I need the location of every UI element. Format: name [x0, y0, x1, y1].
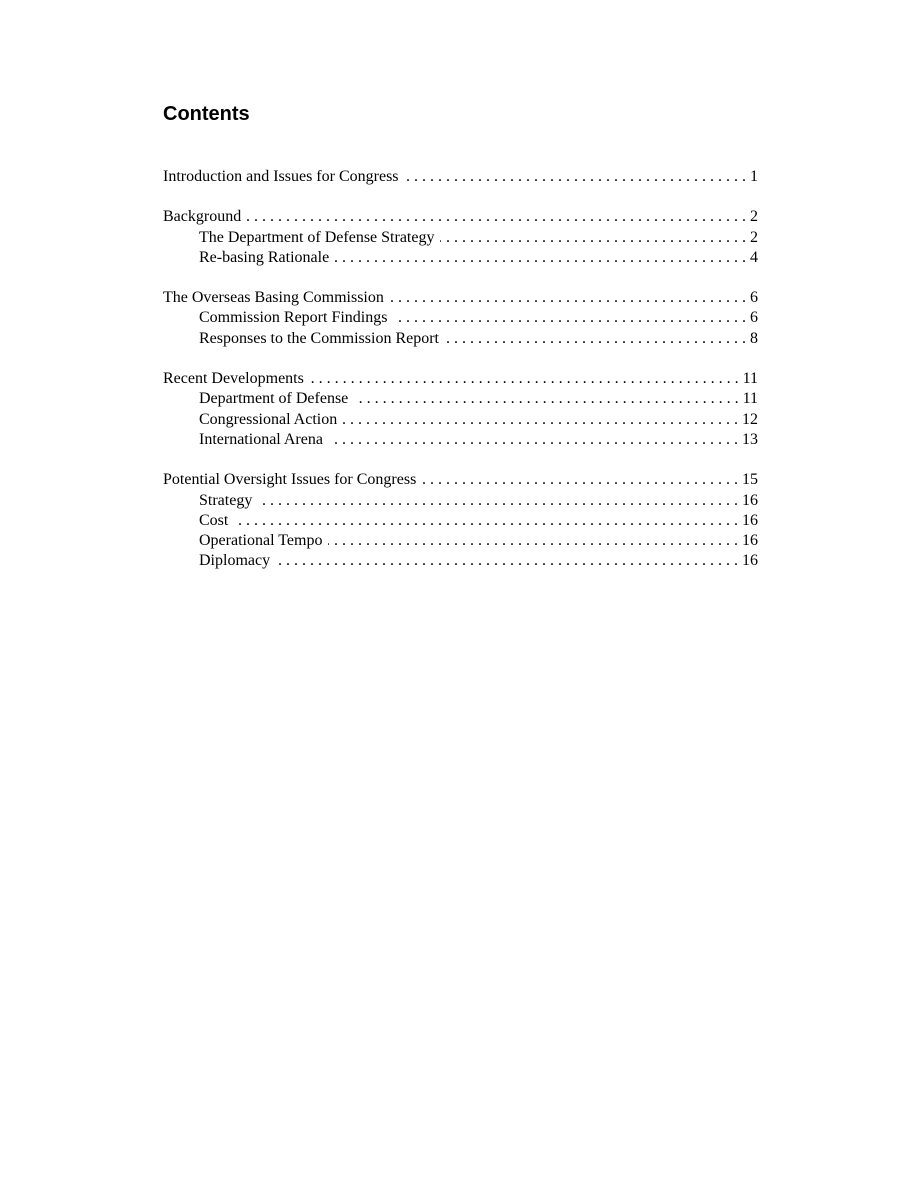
toc-entry[interactable]	[163, 167, 758, 187]
dot-leader	[390, 288, 746, 308]
toc-entry-label: Operational Tempo	[199, 532, 323, 550]
dot-leader	[335, 248, 746, 268]
toc-entry-label: Re-basing Rationale	[199, 248, 330, 266]
toc-entry-label: The Department of Defense Strategy	[199, 228, 435, 246]
toc-entry-label: Diplomacy	[199, 552, 271, 570]
toc-page-number: 8	[750, 329, 758, 347]
toc-page-number: 16	[742, 511, 758, 529]
toc-page-number: 12	[742, 410, 758, 428]
toc-entry-label: International Arena	[199, 430, 323, 448]
toc-entry[interactable]	[163, 369, 758, 389]
toc-subentry[interactable]	[163, 551, 758, 571]
toc-entry-label: Department of Defense	[199, 390, 349, 408]
toc-subentry[interactable]	[163, 491, 758, 511]
page-title: Contents	[163, 103, 250, 125]
dot-leader	[247, 207, 746, 227]
toc-entry-label: Background	[163, 208, 242, 226]
toc-entry-label: Strategy	[199, 491, 253, 509]
toc-section	[163, 369, 758, 450]
toc-entry-label: Potential Oversight Issues for Congress	[163, 471, 417, 489]
toc-entry[interactable]	[163, 288, 758, 308]
toc-subentry[interactable]	[163, 531, 758, 551]
dot-leader	[440, 228, 746, 248]
dot-leader	[393, 308, 746, 328]
toc-entry[interactable]	[163, 207, 758, 227]
dot-leader	[405, 167, 746, 187]
toc-entry-label: Recent Developments	[163, 370, 304, 388]
toc-page-number: 11	[742, 390, 758, 408]
toc-page-number: 16	[742, 491, 758, 509]
dot-leader	[445, 329, 746, 349]
dot-leader	[354, 389, 738, 409]
toc-entry[interactable]	[163, 470, 758, 490]
dot-leader	[276, 551, 738, 571]
toc-entry-label: The Overseas Basing Commission	[163, 289, 384, 307]
toc-subentry[interactable]	[163, 248, 758, 268]
toc-section	[163, 288, 758, 349]
toc-subentry[interactable]	[163, 308, 758, 328]
toc-section	[163, 167, 758, 187]
dot-leader	[234, 511, 738, 531]
dot-leader	[422, 470, 738, 490]
toc-page-number: 4	[750, 248, 758, 266]
dot-leader	[310, 369, 739, 389]
toc-page-number: 2	[750, 208, 758, 226]
toc-subentry[interactable]	[163, 228, 758, 248]
toc-page-number: 16	[742, 532, 758, 550]
toc-entry-label: Responses to the Commission Report	[199, 329, 439, 347]
toc-entry-label: Commission Report Findings	[199, 309, 388, 327]
table-of-contents	[163, 167, 758, 592]
toc-page-number: 2	[750, 228, 758, 246]
toc-page-number: 13	[742, 430, 758, 448]
dot-leader	[343, 410, 738, 430]
toc-page-number: 6	[750, 309, 758, 327]
dot-leader	[328, 531, 738, 551]
toc-subentry[interactable]	[163, 511, 758, 531]
dot-leader	[258, 491, 738, 511]
toc-entry-label: Congressional Action	[199, 410, 338, 428]
toc-entry-label: Cost	[199, 511, 229, 529]
toc-page-number: 1	[750, 168, 758, 185]
toc-entry-label: Introduction and Issues for Congress	[163, 168, 399, 185]
toc-subentry[interactable]	[163, 329, 758, 349]
toc-page-number: 15	[742, 471, 758, 489]
toc-subentry[interactable]	[163, 410, 758, 430]
toc-page-number: 6	[750, 289, 758, 307]
toc-section	[163, 470, 758, 571]
toc-page-number: 16	[742, 552, 758, 570]
toc-subentry[interactable]	[163, 389, 758, 409]
toc-page-number: 11	[742, 370, 758, 388]
dot-leader	[329, 430, 738, 450]
toc-subentry[interactable]	[163, 430, 758, 450]
toc-section	[163, 207, 758, 268]
